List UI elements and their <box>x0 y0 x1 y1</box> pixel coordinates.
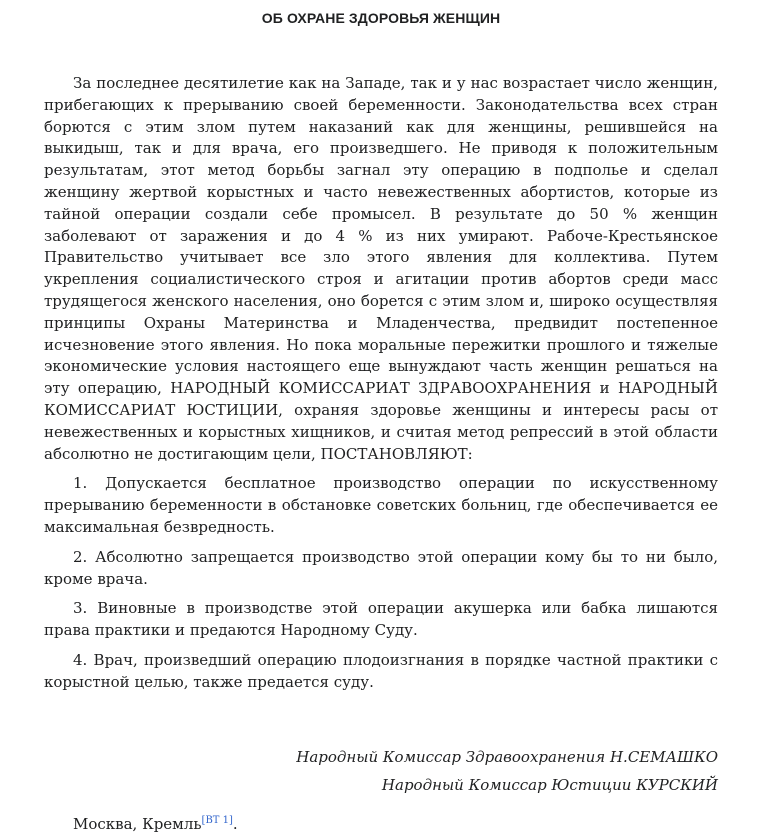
footnote-link[interactable]: [ВТ 1] <box>201 814 233 826</box>
intro-paragraph: За последнее десятилетие как на Западе, так и у нас возрастает число женщин, прибегающих к прерыванию своей беременности. Законодательства всех стран борются с этим злом путем наказаний как для женщины, решившейся на выкидыш, так и для врача, его произведшего. Не приводя к положительным результатам, этот метод борьбы загнал эту операцию в подполье и сделал женщину жертвой корыстных и часто невежественных абортистов, которые из тайной операции создали себе промысел. В результате до 50 % женщин заболевают от заражения и до 4 % из них умирают. Рабоче-Крестьянское Правительство учитывает все зло этого явления для коллектива. Путем укрепления социалистического строя и агитации против абортов среди масс трудящегося женского населения, оно борется с этим злом и, широко осуществляя принципы Охраны Материнства и Младенчества, предвидит постепенное исчезновение этого явления. Но пока моральные пережитки прошлого и тяжелые экономические условия настоящего еще вынуждают часть женщин решаться на эту операцию, НАРОДНЫЙ КОМИССАРИАТ ЗДРАВООХРАНЕНИЯ и НАРОДНЫЙ КОМИССАРИАТ ЮСТИЦИИ, охраняя здоровье женщины и интересы расы от невежественных и корыстных хищников, и считая метод репрессий в этой области абсолютно не достигающим цели, ПОСТАНОВЛЯЮТ: <box>44 74 718 463</box>
signature-justice-commissar: Народный Комиссар Юстиции КУРСКИЙ <box>381 775 718 794</box>
point-1: 1. Допускается бесплатное производство операции по искусственному прерыванию беременности в обстановке советских больниц, где обеспечивается ее максимальная безвредность. <box>44 474 718 536</box>
signatures <box>44 743 718 799</box>
document-title: ОБ ОХРАНЕ ЗДОРОВЬЯ ЖЕНЩИН <box>261 10 501 26</box>
point-4: 4. Врач, произведший операцию плодоизгнания в порядке частной практики с корыстной целью, также предается суду. <box>44 650 718 691</box>
place-end: . <box>232 814 238 833</box>
place-text: Москва, Кремль <box>73 814 202 833</box>
place-line <box>44 813 718 835</box>
document <box>44 0 718 835</box>
signature-health-commissar: Народный Комиссар Здравоохранения Н.СЕМАШКО <box>296 747 718 766</box>
point-2: 2. Абсолютно запрещается производство этой операции кому бы то ни было, кроме врача. <box>44 547 718 588</box>
point-3: 3. Виновные в производстве этой операции акушерка или бабка лишаются права практики и предаются Народному Суду. <box>44 599 718 640</box>
